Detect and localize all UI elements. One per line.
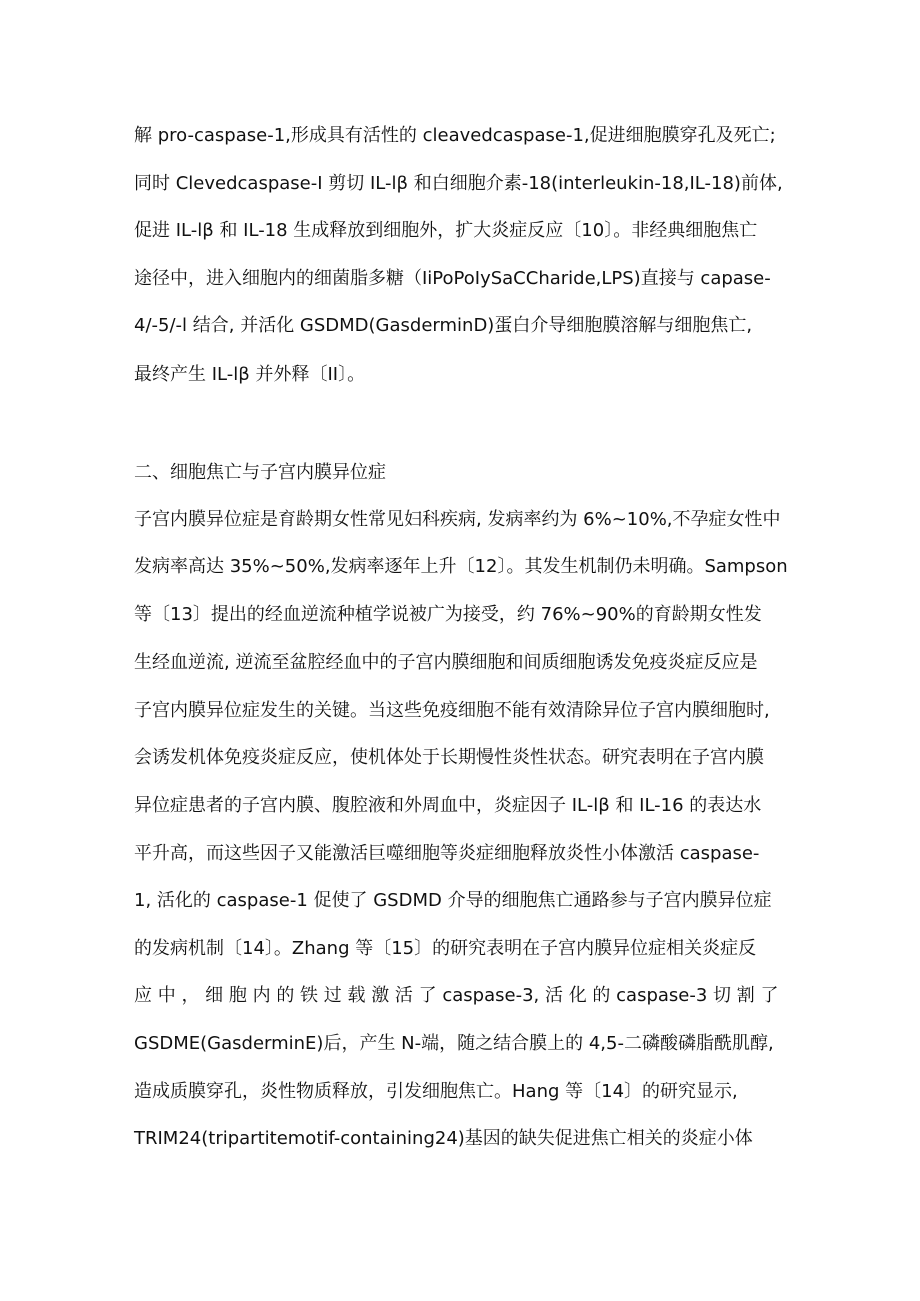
paragraph-1-line-4: 途径中，进入细胞内的细菌脂多糖（IiPoPoIySaCCharide,LPS)直接与 capase- xyxy=(134,268,771,289)
paragraph-2-line-10: 的发病机制〔14〕。Zhang 等〔15〕的研究表明在子宫内膜异位症相关炎症反 xyxy=(134,938,757,959)
paragraph-2-line-2: 发病率高达 35%~50%,发病率逐年上升〔12〕。其发生机制仍未明确。Sampson xyxy=(134,556,788,577)
paragraph-2-line-3: 等〔13〕提出的经血逆流种植学说被广为接受，约 76%~90%的育龄期女性发 xyxy=(134,604,762,625)
paragraph-2-line-1: 子宫内膜异位症是育龄期女性常见妇科疾病, 发病率约为 6%~10%,不孕症女性中 xyxy=(134,509,781,530)
paragraph-1-line-1: 解 pro-caspase-1,形成具有活性的 cleavedcaspase-1,促进细胞膜穿孔及死亡; xyxy=(134,125,776,146)
paragraph-2-line-13: 造成质膜穿孔，炎性物质释放，引发细胞焦亡。Hang 等〔14〕的研究显示, xyxy=(134,1081,738,1102)
paragraph-2-line-12: GSDME(GasderminE)后，产生 N-端，随之结合膜上的 4,5-二磷酸磷脂酰肌醇, xyxy=(134,1033,774,1054)
paragraph-1-line-5: 4/-5/-l 结合, 并活化 GSDMD(GasderminD)蛋白介导细胞膜溶解与细胞焦亡, xyxy=(134,315,753,336)
paragraph-2-line-4: 生经血逆流, 逆流至盆腔经血中的子宫内膜细胞和间质细胞诱发免疫炎症反应是 xyxy=(134,652,758,673)
paragraph-2-line-14: TRIM24(tripartitemotif-containing24)基因的缺失促进焦亡相关的炎症小体 xyxy=(134,1128,753,1149)
paragraph-2-line-5: 子宫内膜异位症发生的关键。当这些免疫细胞不能有效清除异位子宫内膜细胞时, xyxy=(134,700,770,721)
paragraph-2-line-11: 应 中 ， 细 胞 内 的 铁 过 载 激 活 了 caspase-3, 活 化 的 caspase-3 切 割 了 xyxy=(134,985,779,1006)
paragraph-2-line-6: 会诱发机体免疫炎症反应，使机体处于长期慢性炎性状态。研究表明在子宫内膜 xyxy=(134,747,764,768)
paragraph-1-line-2: 同时 Clevedcaspase-I 剪切 IL-lβ 和白细胞介素-18(interleukin-18,IL-18)前体, xyxy=(134,173,783,194)
paragraph-2-line-7: 异位症患者的子宫内膜、腹腔液和外周血中，炎症因子 IL-lβ 和 IL-16 的表达水 xyxy=(134,795,762,816)
paragraph-1-line-3: 促进 IL-lβ 和 IL-18 生成释放到细胞外，扩大炎症反应〔10〕。非经典细胞焦亡 xyxy=(134,220,758,241)
section-heading: 二、细胞焦亡与子宫内膜异位症 xyxy=(134,462,386,483)
paragraph-2-line-8: 平升高，而这些因子又能激活巨噬细胞等炎症细胞释放炎性小体激活 caspase- xyxy=(134,843,760,864)
paragraph-1-line-6: 最终产生 IL-lβ 并外释〔II〕。 xyxy=(134,364,366,385)
paragraph-2-line-9: 1, 活化的 caspase-1 促使了 GSDMD 介导的细胞焦亡通路参与子宫内膜异位症 xyxy=(134,890,772,911)
